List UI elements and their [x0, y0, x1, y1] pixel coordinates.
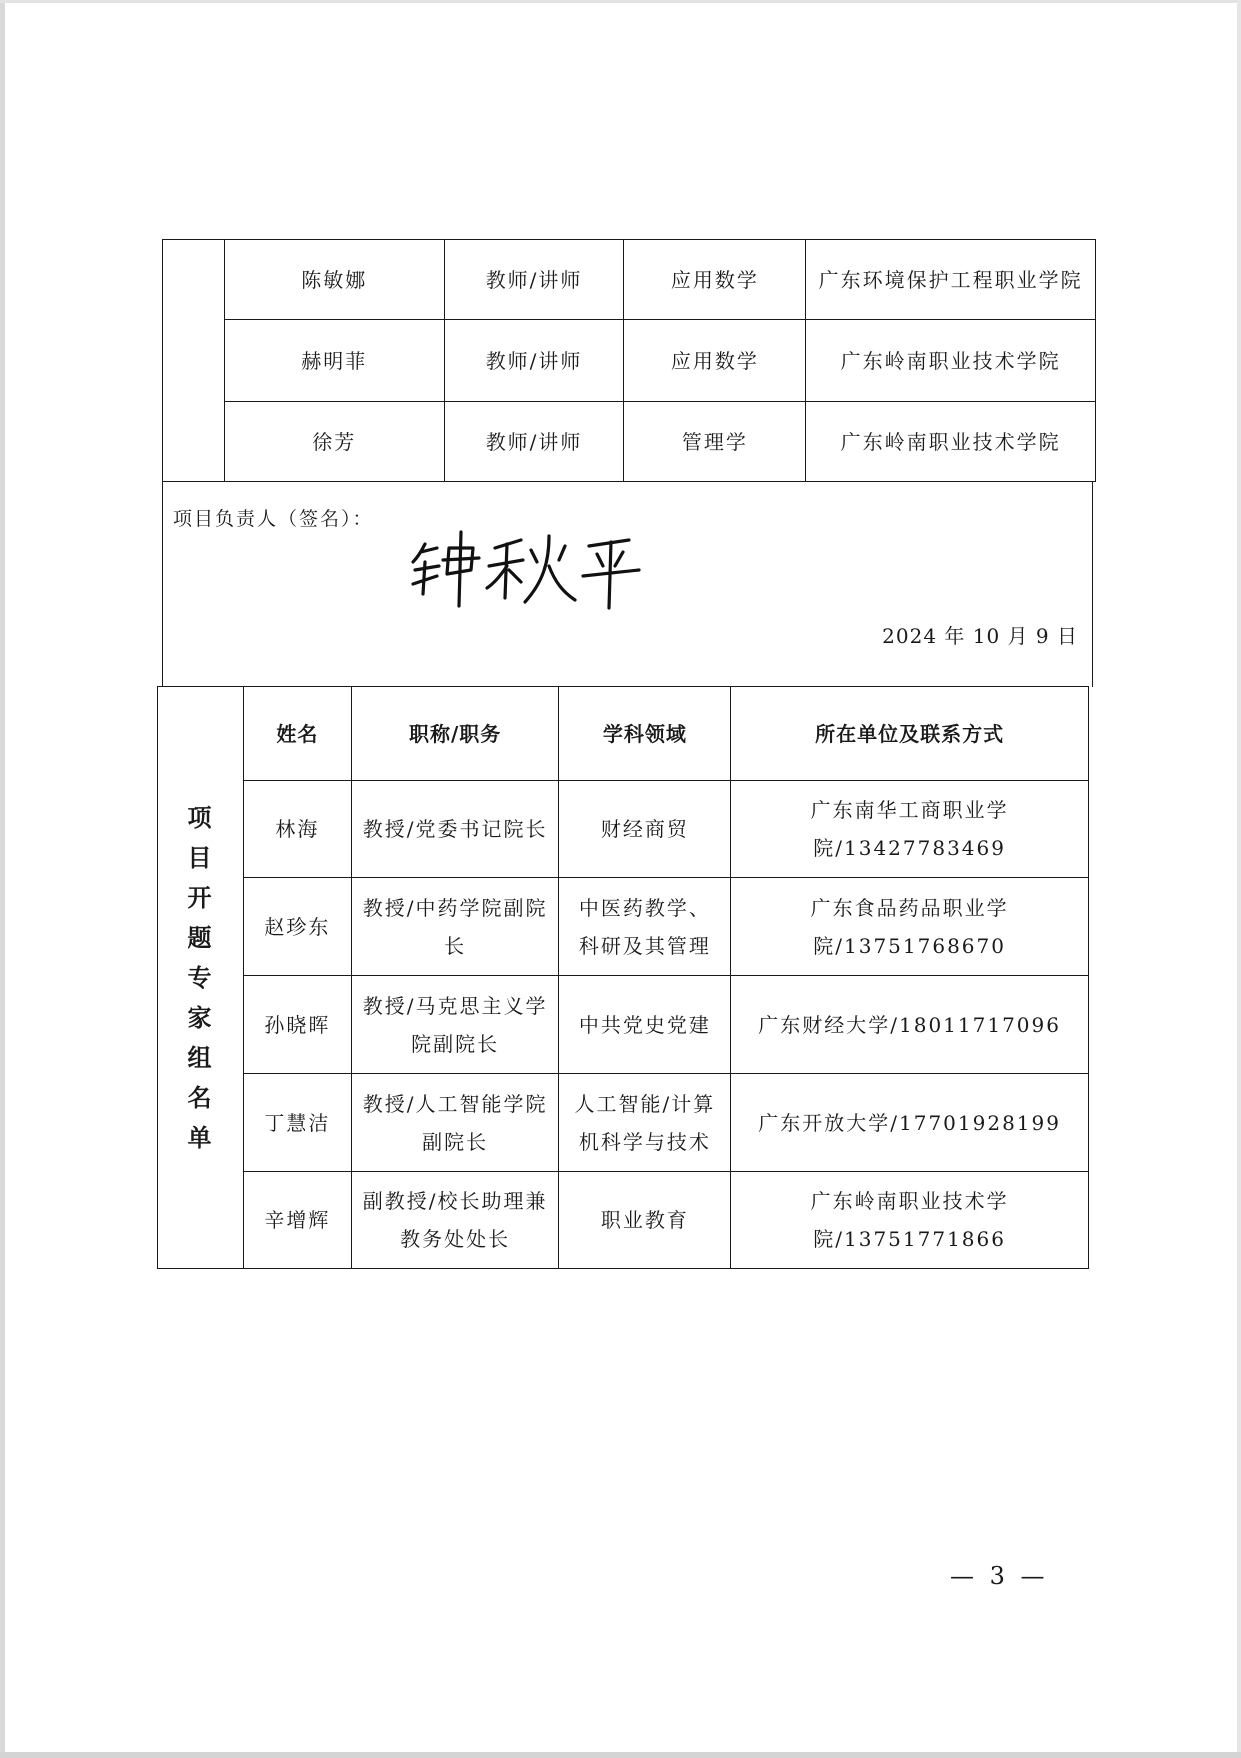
member-title: 教师/讲师 — [444, 320, 624, 402]
table-row — [163, 402, 1096, 482]
signature-block — [162, 482, 1093, 687]
table-row — [158, 1074, 1089, 1172]
experts-side-label — [158, 687, 244, 1269]
table-header-row — [158, 687, 1089, 781]
expert-name: 赵珍东 — [243, 878, 351, 976]
scan-edge-left — [0, 0, 5, 1758]
handwritten-signature — [403, 522, 703, 612]
member-title: 教师/讲师 — [444, 402, 624, 482]
expert-contact: 广东财经大学/18011717096 — [731, 976, 1089, 1074]
expert-title: 副教授/校长助理兼教务处处长 — [351, 1172, 559, 1269]
scan-edge-bottom — [0, 1752, 1241, 1758]
table-row — [163, 240, 1096, 320]
expert-title: 教授/马克思主义学院副院长 — [351, 976, 559, 1074]
member-unit: 广东岭南职业技术学院 — [806, 402, 1096, 482]
member-unit: 广东环境保护工程职业学院 — [806, 240, 1096, 320]
scan-edge-top — [0, 0, 1241, 3]
header-name: 姓名 — [243, 687, 351, 781]
expert-contact: 广东开放大学/17701928199 — [731, 1074, 1089, 1172]
expert-contact: 广东岭南职业技术学院/13751771866 — [731, 1172, 1089, 1269]
member-title: 教师/讲师 — [444, 240, 624, 320]
member-field: 管理学 — [624, 402, 806, 482]
expert-field: 中共党史党建 — [559, 976, 731, 1074]
member-field: 应用数学 — [624, 320, 806, 402]
expert-title: 教授/中药学院副院长 — [351, 878, 559, 976]
header-title: 职称/职务 — [351, 687, 559, 781]
scan-edge-right — [1237, 0, 1241, 1758]
expert-field: 人工智能/计算机科学与技术 — [559, 1074, 731, 1172]
member-name: 陈敏娜 — [224, 240, 444, 320]
expert-contact: 广东南华工商职业学院/13427783469 — [731, 781, 1089, 878]
member-name: 徐芳 — [224, 402, 444, 482]
expert-name: 孙晓晖 — [243, 976, 351, 1074]
expert-contact: 广东食品药品职业学院/13751768670 — [731, 878, 1089, 976]
expert-field: 中医药教学、科研及其管理 — [559, 878, 731, 976]
members-side-cell — [163, 240, 225, 482]
experts-table — [157, 686, 1089, 1269]
member-name: 赫明菲 — [224, 320, 444, 402]
table-row — [163, 320, 1096, 402]
expert-field: 财经商贸 — [559, 781, 731, 878]
table-row — [158, 878, 1089, 976]
members-table — [162, 239, 1096, 482]
header-field: 学科领域 — [559, 687, 731, 781]
expert-title: 教授/人工智能学院副院长 — [351, 1074, 559, 1172]
expert-field: 职业教育 — [559, 1172, 731, 1269]
member-unit: 广东岭南职业技术学院 — [806, 320, 1096, 402]
expert-name: 丁慧洁 — [243, 1074, 351, 1172]
table-row — [158, 781, 1089, 878]
expert-name: 林海 — [243, 781, 351, 878]
experts-side-label-text: 项目开题专家组名单 — [187, 803, 214, 1152]
member-field: 应用数学 — [624, 240, 806, 320]
expert-title: 教授/党委书记院长 — [351, 781, 559, 878]
table-row — [158, 976, 1089, 1074]
expert-name: 辛增辉 — [243, 1172, 351, 1269]
page-number: — 3 — — [950, 1562, 1049, 1590]
header-contact: 所在单位及联系方式 — [731, 687, 1089, 781]
signature-date: 2024 年 10 月 9 日 — [882, 624, 1078, 648]
signature-label: 项目负责人（签名）： — [173, 508, 374, 530]
table-row — [158, 1172, 1089, 1269]
